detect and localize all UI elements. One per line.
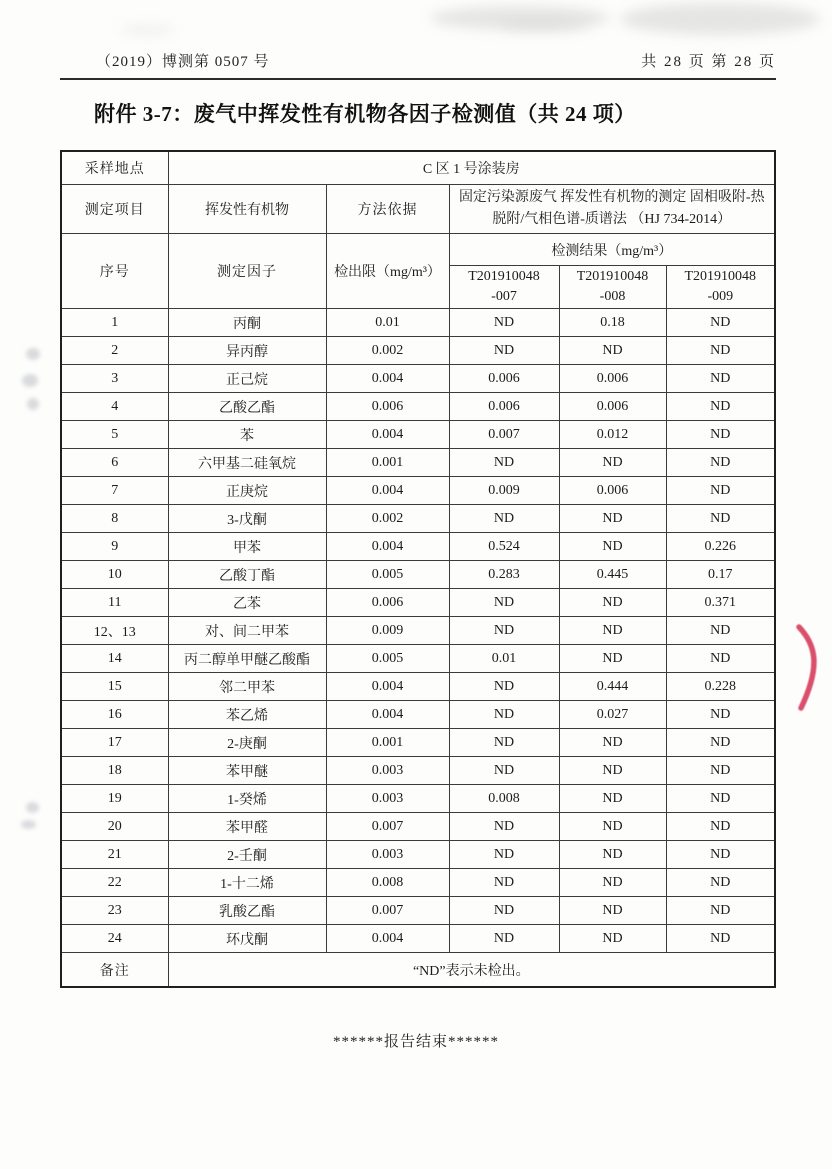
voc-results-table [60,150,776,988]
scan-artifact [22,374,38,387]
result-007: 0.009 [449,477,559,505]
table-row [61,645,775,673]
table-row [61,729,775,757]
row-no: 12、13 [61,617,168,645]
result-008: 0.006 [559,393,666,421]
result-009: ND [666,841,775,869]
sample-id-008 [559,266,666,309]
detection-limit: 0.003 [326,841,449,869]
table-row [61,505,775,533]
row-no: 20 [61,813,168,841]
result-008: ND [559,813,666,841]
detection-limit: 0.003 [326,785,449,813]
detection-limit: 0.004 [326,701,449,729]
table-row [61,309,775,337]
row-no: 3 [61,365,168,393]
page-header [60,50,776,80]
result-007: ND [449,617,559,645]
result-007: 0.007 [449,421,559,449]
factor-name: 1-十二烯 [168,869,326,897]
sample-id-line1: T201910048 [576,269,649,285]
result-008: ND [559,785,666,813]
scan-artifact [26,802,39,813]
result-008: 0.027 [559,701,666,729]
sample-id-line2: -009 [707,289,734,304]
result-007: ND [449,925,559,953]
scan-artifact [430,6,610,30]
row-no: 14 [61,645,168,673]
result-009: ND [666,477,775,505]
document-number: （2019）博测第 0507 号 [96,54,270,70]
table-row [61,869,775,897]
result-007: ND [449,897,559,925]
row-no: 9 [61,533,168,561]
detection-limit: 0.01 [326,309,449,337]
factor-name: 六甲基二硅氧烷 [168,449,326,477]
result-007: ND [449,337,559,365]
table-row [61,841,775,869]
row-no: 1 [61,309,168,337]
result-009: 0.17 [666,561,775,589]
detection-limit: 0.004 [326,421,449,449]
result-008: 0.006 [559,477,666,505]
row-no: 7 [61,477,168,505]
factor-name: 丙酮 [168,309,326,337]
table-row [61,673,775,701]
factor-name: 乙苯 [168,589,326,617]
factor-name: 乳酸乙酯 [168,897,326,925]
note-row [61,953,775,988]
measured-item-label: 测定项目 [61,185,168,234]
detection-limit: 0.005 [326,561,449,589]
result-008: 0.012 [559,421,666,449]
factor-name: 异丙醇 [168,337,326,365]
table-row [61,393,775,421]
method-basis-label: 方法依据 [326,185,449,234]
result-008: 0.444 [559,673,666,701]
result-008: ND [559,841,666,869]
table-row [61,477,775,505]
result-008: 0.18 [559,309,666,337]
factor-name: 乙酸丁酯 [168,561,326,589]
result-007: 0.283 [449,561,559,589]
note-label: 备注 [61,953,168,988]
measured-item-value: 挥发性有机物 [168,185,326,234]
factor-name: 苯甲醚 [168,757,326,785]
sample-id-009 [666,266,775,309]
result-008: ND [559,645,666,673]
detection-limit: 0.003 [326,757,449,785]
result-008: ND [559,449,666,477]
table-row [61,785,775,813]
scan-artifact [620,3,820,35]
result-007: ND [449,841,559,869]
detection-limit: 0.009 [326,617,449,645]
red-pen-mark [792,622,826,714]
result-007: ND [449,589,559,617]
result-007: 0.008 [449,785,559,813]
table-row [61,533,775,561]
factor-name: 甲苯 [168,533,326,561]
sample-id-line2: -008 [599,289,626,304]
row-no: 8 [61,505,168,533]
row-no: 23 [61,897,168,925]
detection-limit: 0.002 [326,337,449,365]
sample-id-007 [449,266,559,309]
result-009: ND [666,393,775,421]
detection-limit: 0.007 [326,897,449,925]
result-008: ND [559,729,666,757]
detection-limit: 0.004 [326,673,449,701]
result-007: 0.524 [449,533,559,561]
detection-limit: 0.008 [326,869,449,897]
table-row [61,589,775,617]
row-no: 11 [61,589,168,617]
result-007: 0.01 [449,645,559,673]
row-no: 24 [61,925,168,953]
result-007: ND [449,869,559,897]
factor-name: 正庚烷 [168,477,326,505]
factor-name: 环戊酮 [168,925,326,953]
row-no: 22 [61,869,168,897]
page-title: 附件 3-7：废气中挥发性有机物各因子检测值（共 24 项） [94,102,636,126]
report-end-marker: ******报告结束****** [332,1034,499,1050]
factor-name: 2-庚酮 [168,729,326,757]
factor-name: 邻二甲苯 [168,673,326,701]
factor-name: 苯 [168,421,326,449]
result-008: ND [559,337,666,365]
detection-limit: 0.004 [326,533,449,561]
row-no: 16 [61,701,168,729]
scan-artifact [27,398,39,410]
detection-limit: 0.004 [326,477,449,505]
row-no: 17 [61,729,168,757]
result-009: ND [666,505,775,533]
result-008: 0.006 [559,365,666,393]
result-009: ND [666,337,775,365]
table-row [61,561,775,589]
factor-name: 丙二醇单甲醚乙酸酯 [168,645,326,673]
table-row [61,925,775,953]
sample-id-line1: T201910048 [468,269,540,285]
detection-limit: 0.002 [326,505,449,533]
detection-limit: 0.001 [326,729,449,757]
result-009: ND [666,645,775,673]
result-008: ND [559,869,666,897]
result-009: ND [666,309,775,337]
result-007: ND [449,449,559,477]
result-009: 0.226 [666,533,775,561]
scan-artifact [500,20,590,32]
detection-limit: 0.007 [326,813,449,841]
result-007: ND [449,813,559,841]
result-008: ND [559,533,666,561]
method-basis-value: 固定污染源废气 挥发性有机物的测定 固相吸附-热脱附/气相色谱-质谱法 （HJ 734-2014） [449,185,775,234]
result-009: ND [666,897,775,925]
result-header: 检测结果（mg/m³） [449,234,775,266]
factor-name: 3-戊酮 [168,505,326,533]
result-009: 0.371 [666,589,775,617]
result-009: ND [666,701,775,729]
method-row [61,185,775,234]
scan-artifact [120,26,175,34]
result-008: ND [559,617,666,645]
table-row [61,337,775,365]
factor-name: 1-癸烯 [168,785,326,813]
factor-name: 苯乙烯 [168,701,326,729]
factor-name: 正己烷 [168,365,326,393]
table-row [61,813,775,841]
result-009: 0.228 [666,673,775,701]
result-007: 0.006 [449,365,559,393]
sample-id-line1: T201910048 [684,269,757,285]
result-009: ND [666,729,775,757]
result-009: ND [666,421,775,449]
table-row [61,701,775,729]
result-008: ND [559,589,666,617]
sample-id-line2: -007 [491,289,517,304]
scan-artifact [21,820,36,829]
table-row [61,365,775,393]
note-value: “ND”表示未检出。 [168,953,775,988]
row-no: 15 [61,673,168,701]
detection-limit: 0.004 [326,365,449,393]
row-no: 21 [61,841,168,869]
detection-limit: 0.005 [326,645,449,673]
result-008: ND [559,925,666,953]
row-no: 6 [61,449,168,477]
factor-name: 对、间二甲苯 [168,617,326,645]
page-count: 共 28 页 第 28 页 [641,54,776,70]
table-row [61,897,775,925]
row-no: 10 [61,561,168,589]
row-no: 18 [61,757,168,785]
result-008: ND [559,505,666,533]
row-no: 4 [61,393,168,421]
result-009: ND [666,925,775,953]
table-row [61,449,775,477]
result-009: ND [666,869,775,897]
column-header-factor: 测定因子 [168,234,326,309]
detection-limit: 0.006 [326,589,449,617]
row-no: 19 [61,785,168,813]
result-007: 0.006 [449,393,559,421]
result-007: ND [449,505,559,533]
table-row [61,757,775,785]
column-header-no: 序号 [61,234,168,309]
result-007: ND [449,309,559,337]
detection-limit: 0.006 [326,393,449,421]
result-009: ND [666,449,775,477]
sampling-site-row [61,151,775,185]
sampling-site-value: C 区 1 号涂装房 [168,151,775,185]
result-008: 0.445 [559,561,666,589]
result-007: ND [449,701,559,729]
result-009: ND [666,785,775,813]
scan-artifact [26,348,40,360]
factor-name: 苯甲醛 [168,813,326,841]
result-009: ND [666,365,775,393]
result-008: ND [559,897,666,925]
result-007: ND [449,673,559,701]
row-no: 5 [61,421,168,449]
result-009: ND [666,757,775,785]
factor-name: 乙酸乙酯 [168,393,326,421]
table-row [61,617,775,645]
result-008: ND [559,757,666,785]
detection-limit: 0.001 [326,449,449,477]
result-009: ND [666,617,775,645]
result-009: ND [666,813,775,841]
detection-limit: 0.004 [326,925,449,953]
row-no: 2 [61,337,168,365]
sampling-site-label: 采样地点 [61,151,168,185]
column-header-row [61,234,775,266]
factor-name: 2-壬酮 [168,841,326,869]
column-header-detection-limit: 检出限（mg/m³） [326,234,449,309]
table-row [61,421,775,449]
result-007: ND [449,729,559,757]
result-007: ND [449,757,559,785]
